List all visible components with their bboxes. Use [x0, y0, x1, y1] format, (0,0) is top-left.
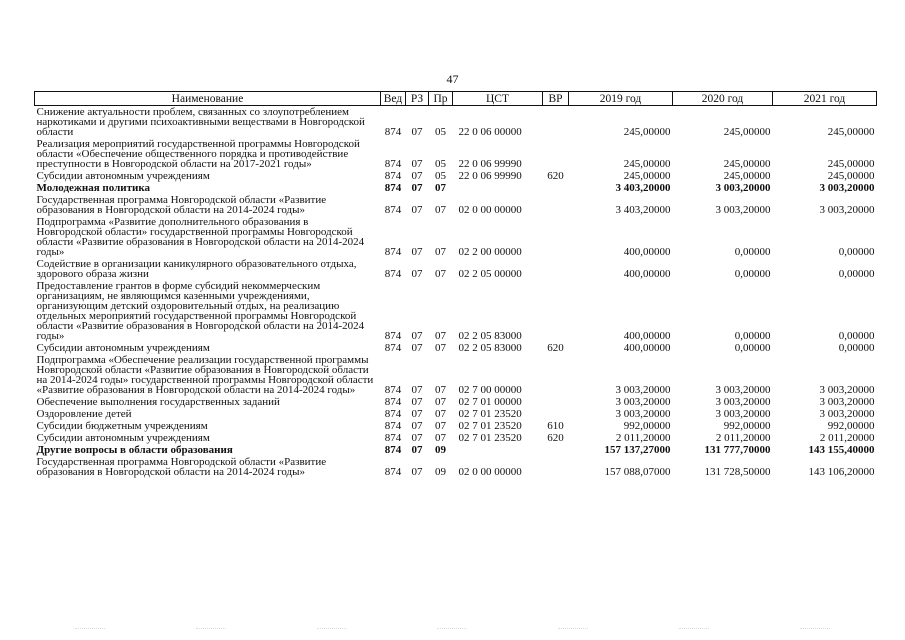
table-row — [35, 456, 877, 478]
cell-y2019: 245,00000 — [623, 170, 671, 182]
table-row — [35, 444, 877, 456]
cell-y2020: 3 003,20000 — [715, 182, 771, 194]
table-row — [35, 170, 877, 182]
cell-y2020: 0,00000 — [734, 246, 771, 258]
cell-ved: 874 — [384, 342, 402, 354]
cell-y2019: 3 003,20000 — [615, 408, 671, 420]
cell-cst: 02 0 00 00000 — [458, 204, 522, 216]
cell-y2021: 0,00000 — [838, 246, 875, 258]
cell-name: Государственная программа Новгородской области «Развитие образования в Новгородской области на 2014-2024 годы» — [36, 194, 327, 216]
cell-pr: 07 — [435, 246, 446, 258]
cell-name: Оздоровление детей — [36, 408, 132, 420]
cell-pr: 09 — [435, 444, 446, 456]
cell-y2020: 3 003,20000 — [715, 408, 771, 420]
cell-y2021: 143 155,40000 — [808, 444, 875, 456]
cell-cst: 02 2 00 00000 — [458, 246, 522, 258]
cell-cst: 02 7 01 00000 — [458, 396, 522, 408]
cell-ved: 874 — [384, 158, 402, 170]
cell-name: Снижение актуальности проблем, связанных со злоупотреблением наркотиками и другими психоактивными веществами в Новгородской области — [36, 106, 365, 138]
cell-ved: 874 — [384, 182, 402, 194]
cell-vr — [543, 354, 569, 396]
cell-pr: 07 — [435, 342, 446, 354]
cell-cst: 02 2 05 83000 — [458, 330, 522, 342]
cell-name: Обеспечение выполнения государственных заданий — [36, 396, 280, 408]
cell-rz: 07 — [411, 170, 423, 182]
cell-y2019: 3 403,20000 — [615, 182, 671, 194]
cell-name: Подпрограмма «Обеспечение реализации государственной программы Новгородской области «Развитие образования в Новгородской области на 2014-2024 годы» государственной программы Новгородской области «Развитие образования в Новгородской области на 2014-2024 годы» — [36, 354, 374, 396]
cell-ved: 874 — [384, 384, 402, 396]
cell-name: Субсидии автономным учреждениям — [36, 170, 210, 182]
cell-cst: 02 2 05 00000 — [458, 268, 522, 280]
cell-cst: 02 7 01 23520 — [458, 408, 522, 420]
cell-name: Субсидии бюджетным учреждениям — [36, 420, 208, 432]
table-body — [35, 106, 877, 479]
cell-y2019: 400,00000 — [623, 330, 671, 342]
cell-y2019: 3 003,20000 — [615, 396, 671, 408]
table-row — [35, 396, 877, 408]
header-vr: ВР — [543, 92, 569, 106]
cell-pr: 05 — [435, 126, 446, 138]
cell-name: Подпрограмма «Развитие дополнительного образования в Новгородской области» государственной программы Новгородской области «Развитие образования в Новгородской области на 2014-2024 годы» — [36, 216, 365, 258]
cell-y2020: 131 777,70000 — [704, 444, 771, 456]
table-row — [35, 182, 877, 194]
cell-y2019: 400,00000 — [623, 342, 671, 354]
cell-vr — [543, 194, 569, 216]
cell-pr: 07 — [435, 432, 446, 444]
cell-rz: 07 — [411, 246, 423, 258]
cell-vr — [543, 258, 569, 280]
cell-y2021: 3 003,20000 — [819, 182, 875, 194]
cell-ved: 874 — [384, 444, 402, 456]
cell-vr — [543, 396, 569, 408]
cell-y2020: 245,00000 — [723, 126, 771, 138]
cell-y2021: 992,00000 — [827, 420, 875, 432]
header-2020: 2020 год — [673, 92, 773, 106]
cell-ved: 874 — [384, 466, 402, 478]
cell-ved: 874 — [384, 204, 402, 216]
cell-y2019: 3 403,20000 — [615, 204, 671, 216]
cell-cst: 22 0 06 00000 — [458, 126, 522, 138]
cell-vr — [543, 216, 569, 258]
cell-y2020: 245,00000 — [723, 158, 771, 170]
table-row — [35, 258, 877, 280]
cell-y2021: 3 003,20000 — [819, 384, 875, 396]
header-name: Наименование — [35, 92, 381, 106]
cell-y2019: 400,00000 — [623, 268, 671, 280]
cell-y2021: 0,00000 — [838, 330, 875, 342]
cell-ved: 874 — [384, 268, 402, 280]
cell-y2019: 245,00000 — [623, 126, 671, 138]
cell-y2021: 2 011,20000 — [819, 432, 875, 444]
cell-y2019: 157 088,07000 — [604, 466, 671, 478]
footer-scan-marks — [30, 628, 875, 632]
cell-pr: 07 — [435, 268, 446, 280]
table-row — [35, 280, 877, 342]
cell-y2020: 131 728,50000 — [704, 466, 771, 478]
cell-cst: 22 0 06 99990 — [458, 158, 522, 170]
cell-rz: 07 — [411, 444, 423, 456]
cell-cst: 02 0 00 00000 — [458, 466, 522, 478]
cell-cst: 02 2 05 83000 — [458, 342, 522, 354]
cell-y2021: 245,00000 — [827, 126, 875, 138]
cell-y2019: 2 011,20000 — [615, 432, 671, 444]
cell-vr — [543, 138, 569, 170]
cell-y2021: 245,00000 — [827, 158, 875, 170]
cell-rz: 07 — [411, 330, 423, 342]
table-row — [35, 354, 877, 396]
cell-rz: 07 — [411, 384, 423, 396]
table-row — [35, 194, 877, 216]
cell-vr — [543, 408, 569, 420]
cell-y2021: 245,00000 — [827, 170, 875, 182]
cell-y2019: 400,00000 — [623, 246, 671, 258]
table-row — [35, 408, 877, 420]
cell-name: Предоставление грантов в форме субсидий некоммерческим организациям, не являющимся казенными учреждениями, организующим детский оздоровительный отдых, на реализацию отдельных мероприятий государственной программы Новгородской области «Развитие образования в Новгородской области на 2014-2024 годы» — [36, 280, 365, 342]
cell-vr — [543, 106, 569, 139]
cell-y2019: 3 003,20000 — [615, 384, 671, 396]
cell-rz: 07 — [411, 396, 423, 408]
cell-y2019: 157 137,27000 — [604, 444, 671, 456]
cell-vr — [543, 280, 569, 342]
cell-name: Субсидии автономным учреждениям — [36, 432, 210, 444]
budget-table — [34, 91, 877, 478]
cell-rz: 07 — [411, 342, 423, 354]
cell-y2021: 3 003,20000 — [819, 204, 875, 216]
cell-y2020: 992,00000 — [723, 420, 771, 432]
cell-cst: 02 7 01 23520 — [458, 432, 522, 444]
cell-rz: 07 — [411, 204, 423, 216]
cell-pr: 07 — [435, 330, 446, 342]
cell-pr: 05 — [435, 158, 446, 170]
cell-vr: 620 — [547, 170, 564, 182]
table-row — [35, 216, 877, 258]
cell-rz: 07 — [411, 420, 423, 432]
table-row — [35, 432, 877, 444]
table-row — [35, 106, 877, 139]
cell-y2020: 0,00000 — [734, 330, 771, 342]
cell-y2021: 0,00000 — [838, 268, 875, 280]
cell-pr: 07 — [435, 204, 446, 216]
cell-vr — [543, 182, 569, 194]
cell-cst: 02 7 00 00000 — [458, 384, 522, 396]
cell-y2021: 0,00000 — [838, 342, 875, 354]
cell-vr: 620 — [547, 342, 564, 354]
cell-ved: 874 — [384, 246, 402, 258]
cell-y2020: 2 011,20000 — [715, 432, 771, 444]
cell-vr — [543, 456, 569, 478]
cell-name: Государственная программа Новгородской области «Развитие образования в Новгородской области на 2014-2024 годы» — [36, 456, 327, 478]
cell-rz: 07 — [411, 158, 423, 170]
cell-y2020: 0,00000 — [734, 342, 771, 354]
cell-ved: 874 — [384, 126, 402, 138]
cell-y2020: 245,00000 — [723, 170, 771, 182]
cell-rz: 07 — [411, 126, 423, 138]
cell-pr: 07 — [435, 384, 446, 396]
cell-vr — [543, 444, 569, 456]
cell-rz: 07 — [411, 268, 423, 280]
cell-pr: 07 — [435, 408, 446, 420]
cell-cst: 22 0 06 99990 — [458, 170, 522, 182]
header-rz: РЗ — [406, 92, 429, 106]
cell-ved: 874 — [384, 420, 402, 432]
cell-cst — [453, 182, 543, 194]
table-header — [35, 92, 877, 106]
header-ved: Вед — [381, 92, 406, 106]
cell-name: Другие вопросы в области образования — [36, 444, 233, 456]
cell-vr: 610 — [547, 420, 564, 432]
cell-y2019: 992,00000 — [623, 420, 671, 432]
cell-pr: 07 — [435, 396, 446, 408]
cell-y2020: 3 003,20000 — [715, 204, 771, 216]
cell-rz: 07 — [411, 182, 423, 194]
page-number: 47 — [446, 72, 459, 86]
cell-cst — [453, 444, 543, 456]
cell-y2021: 3 003,20000 — [819, 408, 875, 420]
cell-rz: 07 — [411, 408, 423, 420]
cell-vr: 620 — [547, 432, 564, 444]
header-2019: 2019 год — [569, 92, 673, 106]
cell-cst: 02 7 01 23520 — [458, 420, 522, 432]
cell-pr: 05 — [435, 170, 446, 182]
cell-pr: 07 — [435, 420, 446, 432]
cell-ved: 874 — [384, 408, 402, 420]
cell-name: Содействие в организации каникулярного образовательного отдыха, здорового образа жизни — [36, 258, 357, 280]
cell-ved: 874 — [384, 170, 402, 182]
cell-ved: 874 — [384, 330, 402, 342]
cell-y2020: 3 003,20000 — [715, 384, 771, 396]
cell-ved: 874 — [384, 432, 402, 444]
header-2021: 2021 год — [773, 92, 877, 106]
header-cst: ЦСТ — [453, 92, 543, 106]
cell-ved: 874 — [384, 396, 402, 408]
cell-name: Реализация мероприятий государственной программы Новгородской области «Обеспечение общественного порядка и противодействие преступности в Новгородской области на 2017-2021 годы» — [36, 138, 360, 170]
table-row — [35, 138, 877, 170]
cell-pr: 09 — [435, 466, 446, 478]
cell-y2021: 143 106,20000 — [808, 466, 875, 478]
cell-name: Субсидии автономным учреждениям — [36, 342, 210, 354]
cell-name: Молодежная политика — [36, 182, 151, 194]
cell-pr: 07 — [435, 182, 446, 194]
header-pr: Пр — [429, 92, 453, 106]
cell-y2020: 0,00000 — [734, 268, 771, 280]
table-row — [35, 420, 877, 432]
cell-y2019: 245,00000 — [623, 158, 671, 170]
cell-y2021: 3 003,20000 — [819, 396, 875, 408]
cell-rz: 07 — [411, 466, 423, 478]
cell-y2020: 3 003,20000 — [715, 396, 771, 408]
table-row — [35, 342, 877, 354]
cell-rz: 07 — [411, 432, 423, 444]
